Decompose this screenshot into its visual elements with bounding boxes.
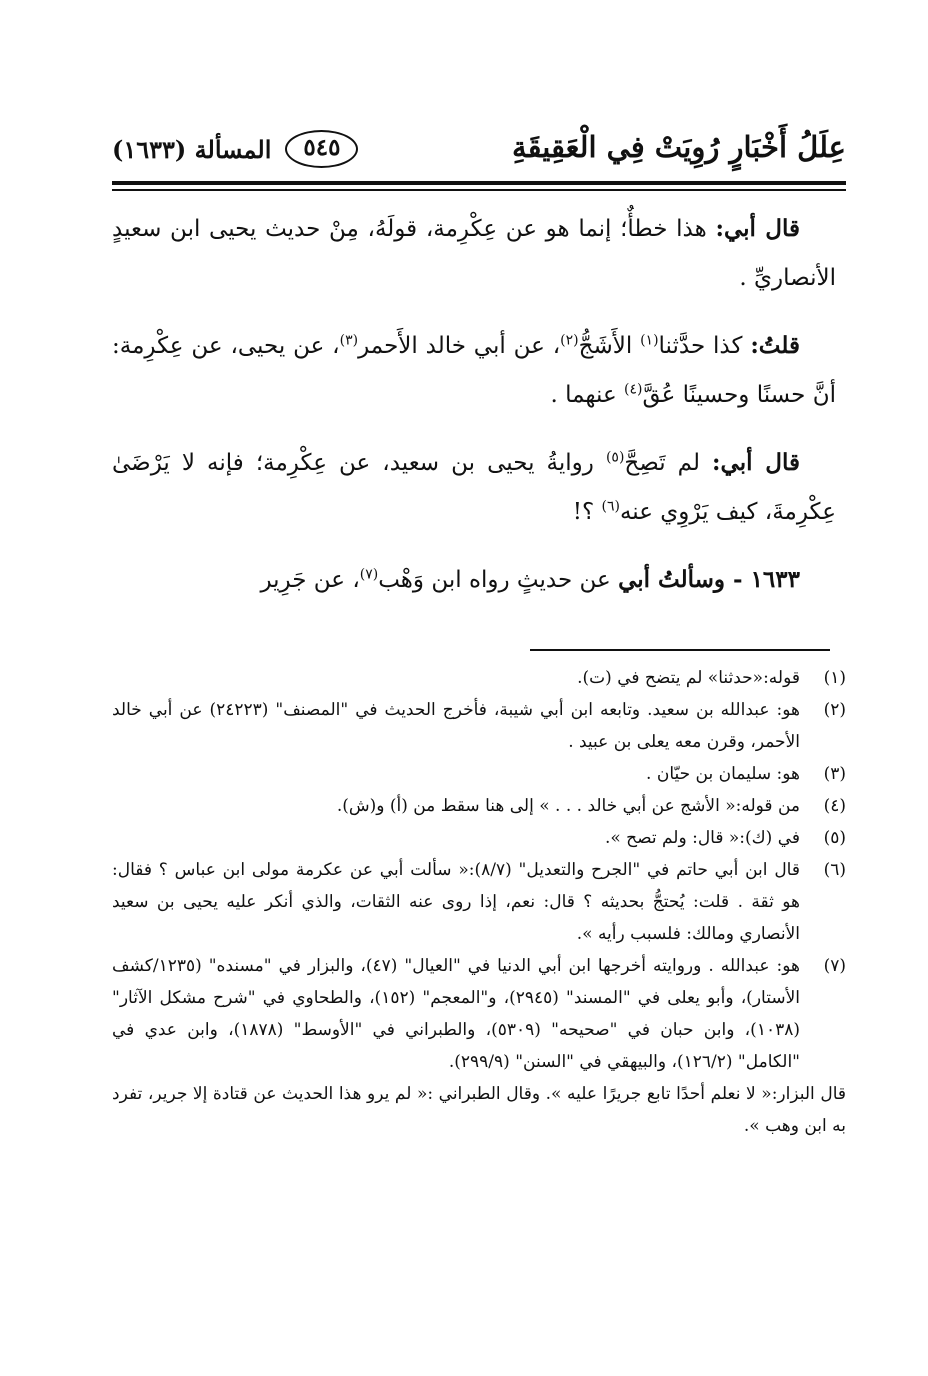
footnote-7 [112,950,846,1078]
footnote-number: (٣) [823,764,846,784]
footnote-text: قال ابن أبي حاتم في "الجرح والتعديل" (٨/٧):« سألت أبي عن عكرمة مولى ابن عباس ؟ فقال: هو ثقة . قلت: يُحتجُّ بحديثه ؟ قال: نعم، إذا روى عنه الثقات، والذي أنكر عليه يحيى بن سعيد الأنصاري ومالك: فلسبب رأيه ». [112,860,800,944]
footnote-separator [530,649,830,651]
footnote-number: (٥) [823,828,846,848]
footnote-ref[interactable]: (٦) [601,498,620,515]
footnote-number: (٦) [823,860,846,880]
footnote-ref[interactable]: (١) [640,332,659,349]
paragraph-1 [112,204,836,303]
footnote-ref[interactable]: (٣) [339,332,359,349]
paragraph-text: روايةُ يحيى بن سعيد، عن عِكْرِمة؛ فإنه لا يَرْضَىٰ عِكْرِمةَ، كيف يَرْوِي عنه [112,450,836,525]
footnote-4 [112,790,846,822]
paragraph-text: ، عن يحيى، عن عِكْرِمة: أنَّ حسنًا وحسينًا عُقَّ [112,333,836,408]
main-text [112,204,836,623]
running-header [112,128,846,176]
paragraph-text: عنهما . [550,382,624,408]
page-number: ٥٤٥ [285,130,358,168]
footnote-ref[interactable]: (٤) [623,381,643,398]
header-rule-thick [112,181,846,185]
footnote-text: هو: سليمان بن حيّان . [646,764,800,784]
footnote-3 [112,758,846,790]
paragraph-lead: قال أبي: [715,215,800,242]
paragraph-text: لم تَصِحَّ [624,450,713,476]
issue-label: المسألة (١٦٣٣) [112,134,272,164]
footnote-2 [112,694,846,758]
paragraph-lead: قلتُ: [750,332,800,359]
footnote-ref[interactable]: (٢) [560,332,579,349]
header-meta [112,130,358,168]
book-title: عِلَلُ أَخْبَارٍ رُوِيَتْ فِي الْعَقِيقَةِ [512,130,846,164]
footnote-text: هو: عبدالله . وروايته أخرجها ابن أبي الدنيا في "العيال" (٤٧)، والبزار في "مسنده" (١٢٣٥/كشف الأستار)، وأبو يعلى في "المسند" (٢٩٤٥)، و"المعجم" (١٥٢)، والطحاوي في "شرح مشكل الآثار" (١٠٣٨)، وابن حبان في "صحيحه" (٥٣٠٩)، والطبراني في "الأوسط" (١٨٧٨)، وابن عدي في "الكامل" (١٢٦/٢)، والبيهقي في "السنن" (٢٩٩/٩). [112,956,800,1072]
paragraph-text: ؟! [572,499,602,525]
footnote-number: (٢) [823,700,846,720]
paragraph-text: الأَشَجُّ [578,333,641,359]
paragraph-text: ، عن أبي خالد الأَحمر [358,333,561,359]
footnote-number: (٤) [823,796,846,816]
footnotes [112,662,846,1142]
paragraph-2 [112,321,836,420]
footnote-text: هو: عبدالله بن سعيد. وتابعه ابن أبي شيبة، فأخرج الحديث في "المصنف" (٢٤٢٢٣) عن أبي خالد الأحمر، وقرن معه يعلى بن عبيد . [112,700,800,752]
paragraph-text: عن حديثٍ رواه ابن وَهْب [378,567,619,593]
paragraph-text: هذا خطأٌ؛ إنما هو عن عِكْرِمة، قولَهُ، مِنْ حديث يحيى ابن سعيدٍ الأنصاريِّ . [112,216,836,291]
footnote-7-continuation: قال البزار:« لا نعلم أحدًا تابع جريرًا عليه ». وقال الطبراني :« لم يرو هذا الحديث عن قتادة إلا جرير، تفرد به ابن وهب ». [112,1084,846,1136]
footnote-number: (١) [823,668,846,688]
footnote-1 [112,662,846,694]
footnote-6 [112,854,846,950]
footnote-ref[interactable]: (٧) [359,566,379,583]
paragraph-text: ، عن جَرِير [260,567,360,593]
paragraph-lead: قال أبي: [712,449,800,476]
footnote-ref[interactable]: (٥) [605,449,625,466]
footnote-text: من قوله:« الأشج عن أبي خالد . . . » إلى هنا سقط من (أ) و(ش). [336,796,800,816]
footnote-5 [112,822,846,854]
paragraph-3 [112,438,836,537]
footnote-number: (٧) [823,956,846,976]
paragraph-text: كذا حدَّثنا [658,333,751,359]
question-number-lead: ١٦٣٣ - وسألتُ أبي [618,566,800,593]
header-rule-thin [112,189,846,191]
footnote-text: قوله:«حدثنا» لم يتضح في (ت). [577,668,800,688]
footnote-text: في (ك):« قال: ولم تصح ». [604,828,800,848]
paragraph-4 [112,555,836,605]
